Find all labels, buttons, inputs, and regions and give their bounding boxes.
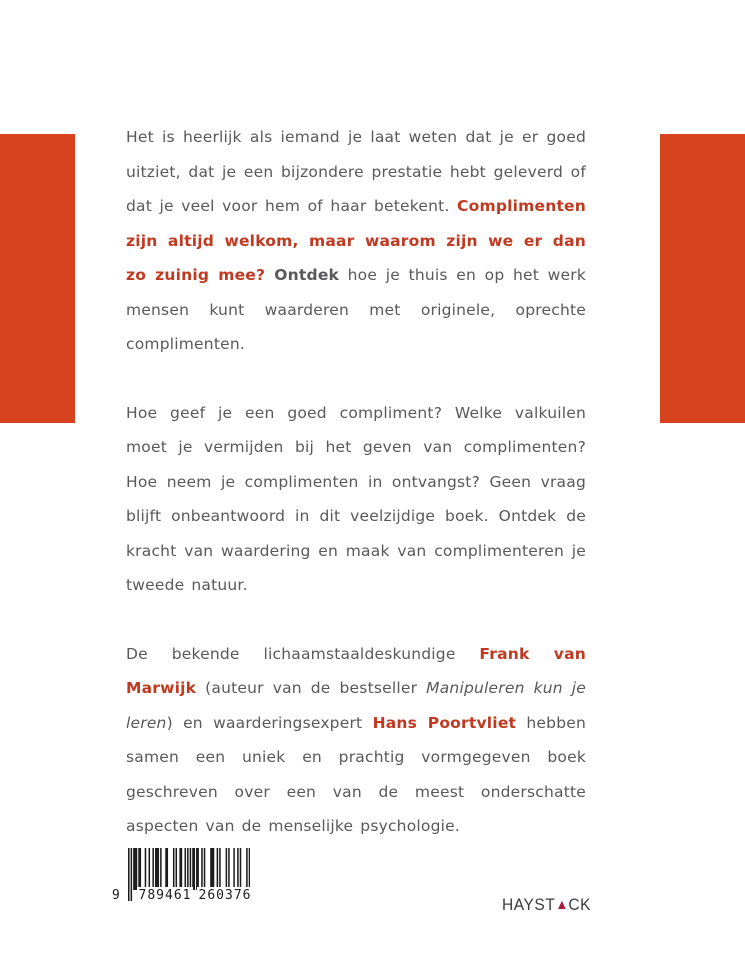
paragraph-3-intro: De bekende lichaamstaaldeskundige bbox=[126, 644, 480, 663]
paragraph-2-text: Hoe geef je een goed compliment? Welke valkuilen moet je vermijden bij het geven van complimenten? Hoe neem je complimenten in ontvangst? Geen vraag blijft onbeantwoord in dit veelzijdige boek. Ontdek de kracht van waardering en maak van complimenteren je tweede natuur. bbox=[126, 403, 586, 594]
blurb-paragraph-3 bbox=[126, 637, 586, 844]
paragraph-1-bold-word: Ontdek bbox=[265, 266, 340, 284]
back-cover-blurb bbox=[126, 120, 586, 844]
left-accent-bar bbox=[0, 134, 75, 423]
paragraph-3-middle-1: (auteur van de bestseller bbox=[196, 679, 427, 697]
author-name-frank-van-marwijk: Frank van Marwijk bbox=[126, 644, 586, 697]
isbn-barcode bbox=[112, 846, 262, 912]
publisher-logo-text-post: CK bbox=[568, 896, 592, 914]
right-accent-bar bbox=[660, 134, 745, 423]
author-name-hans-poortvliet: Hans Poortvliet bbox=[372, 713, 517, 732]
publisher-logo-haystack bbox=[502, 896, 591, 915]
paragraph-1-highlight: Complimenten zijn altijd welkom, maar waarom zijn we er dan zo zuinig mee? bbox=[126, 197, 586, 284]
paragraph-3-outro: hebben samen een uniek en prachtig vormgegeven boek geschreven over een van de meest onderschatte aspecten van de menselijke psychologie. bbox=[126, 713, 586, 835]
blurb-paragraph-2 bbox=[126, 396, 586, 603]
blurb-paragraph-1 bbox=[126, 120, 586, 362]
paragraph-1-intro: Het is heerlijk als iemand je laat weten dat je er goed uitziet, dat je een bijzondere prestatie hebt geleverd of dat je veel voor hem of haar betekent. bbox=[126, 128, 586, 215]
barcode-digits-left: 789461 bbox=[138, 888, 192, 903]
paragraph-3-middle-2: ) en waarderingsexpert bbox=[166, 713, 373, 732]
barcode-digits-right: 260376 bbox=[198, 888, 252, 903]
triangle-icon: ▲ bbox=[555, 896, 569, 912]
publisher-logo-text-pre: HAYST bbox=[502, 896, 556, 914]
paragraph-1-outro: hoe je thuis en op het werk mensen kunt waarderen met originele, oprechte complimenten. bbox=[126, 266, 586, 353]
book-title-manipuleren: Manipuleren kun je leren bbox=[126, 679, 586, 732]
barcode-digit-lead: 9 bbox=[112, 888, 121, 903]
